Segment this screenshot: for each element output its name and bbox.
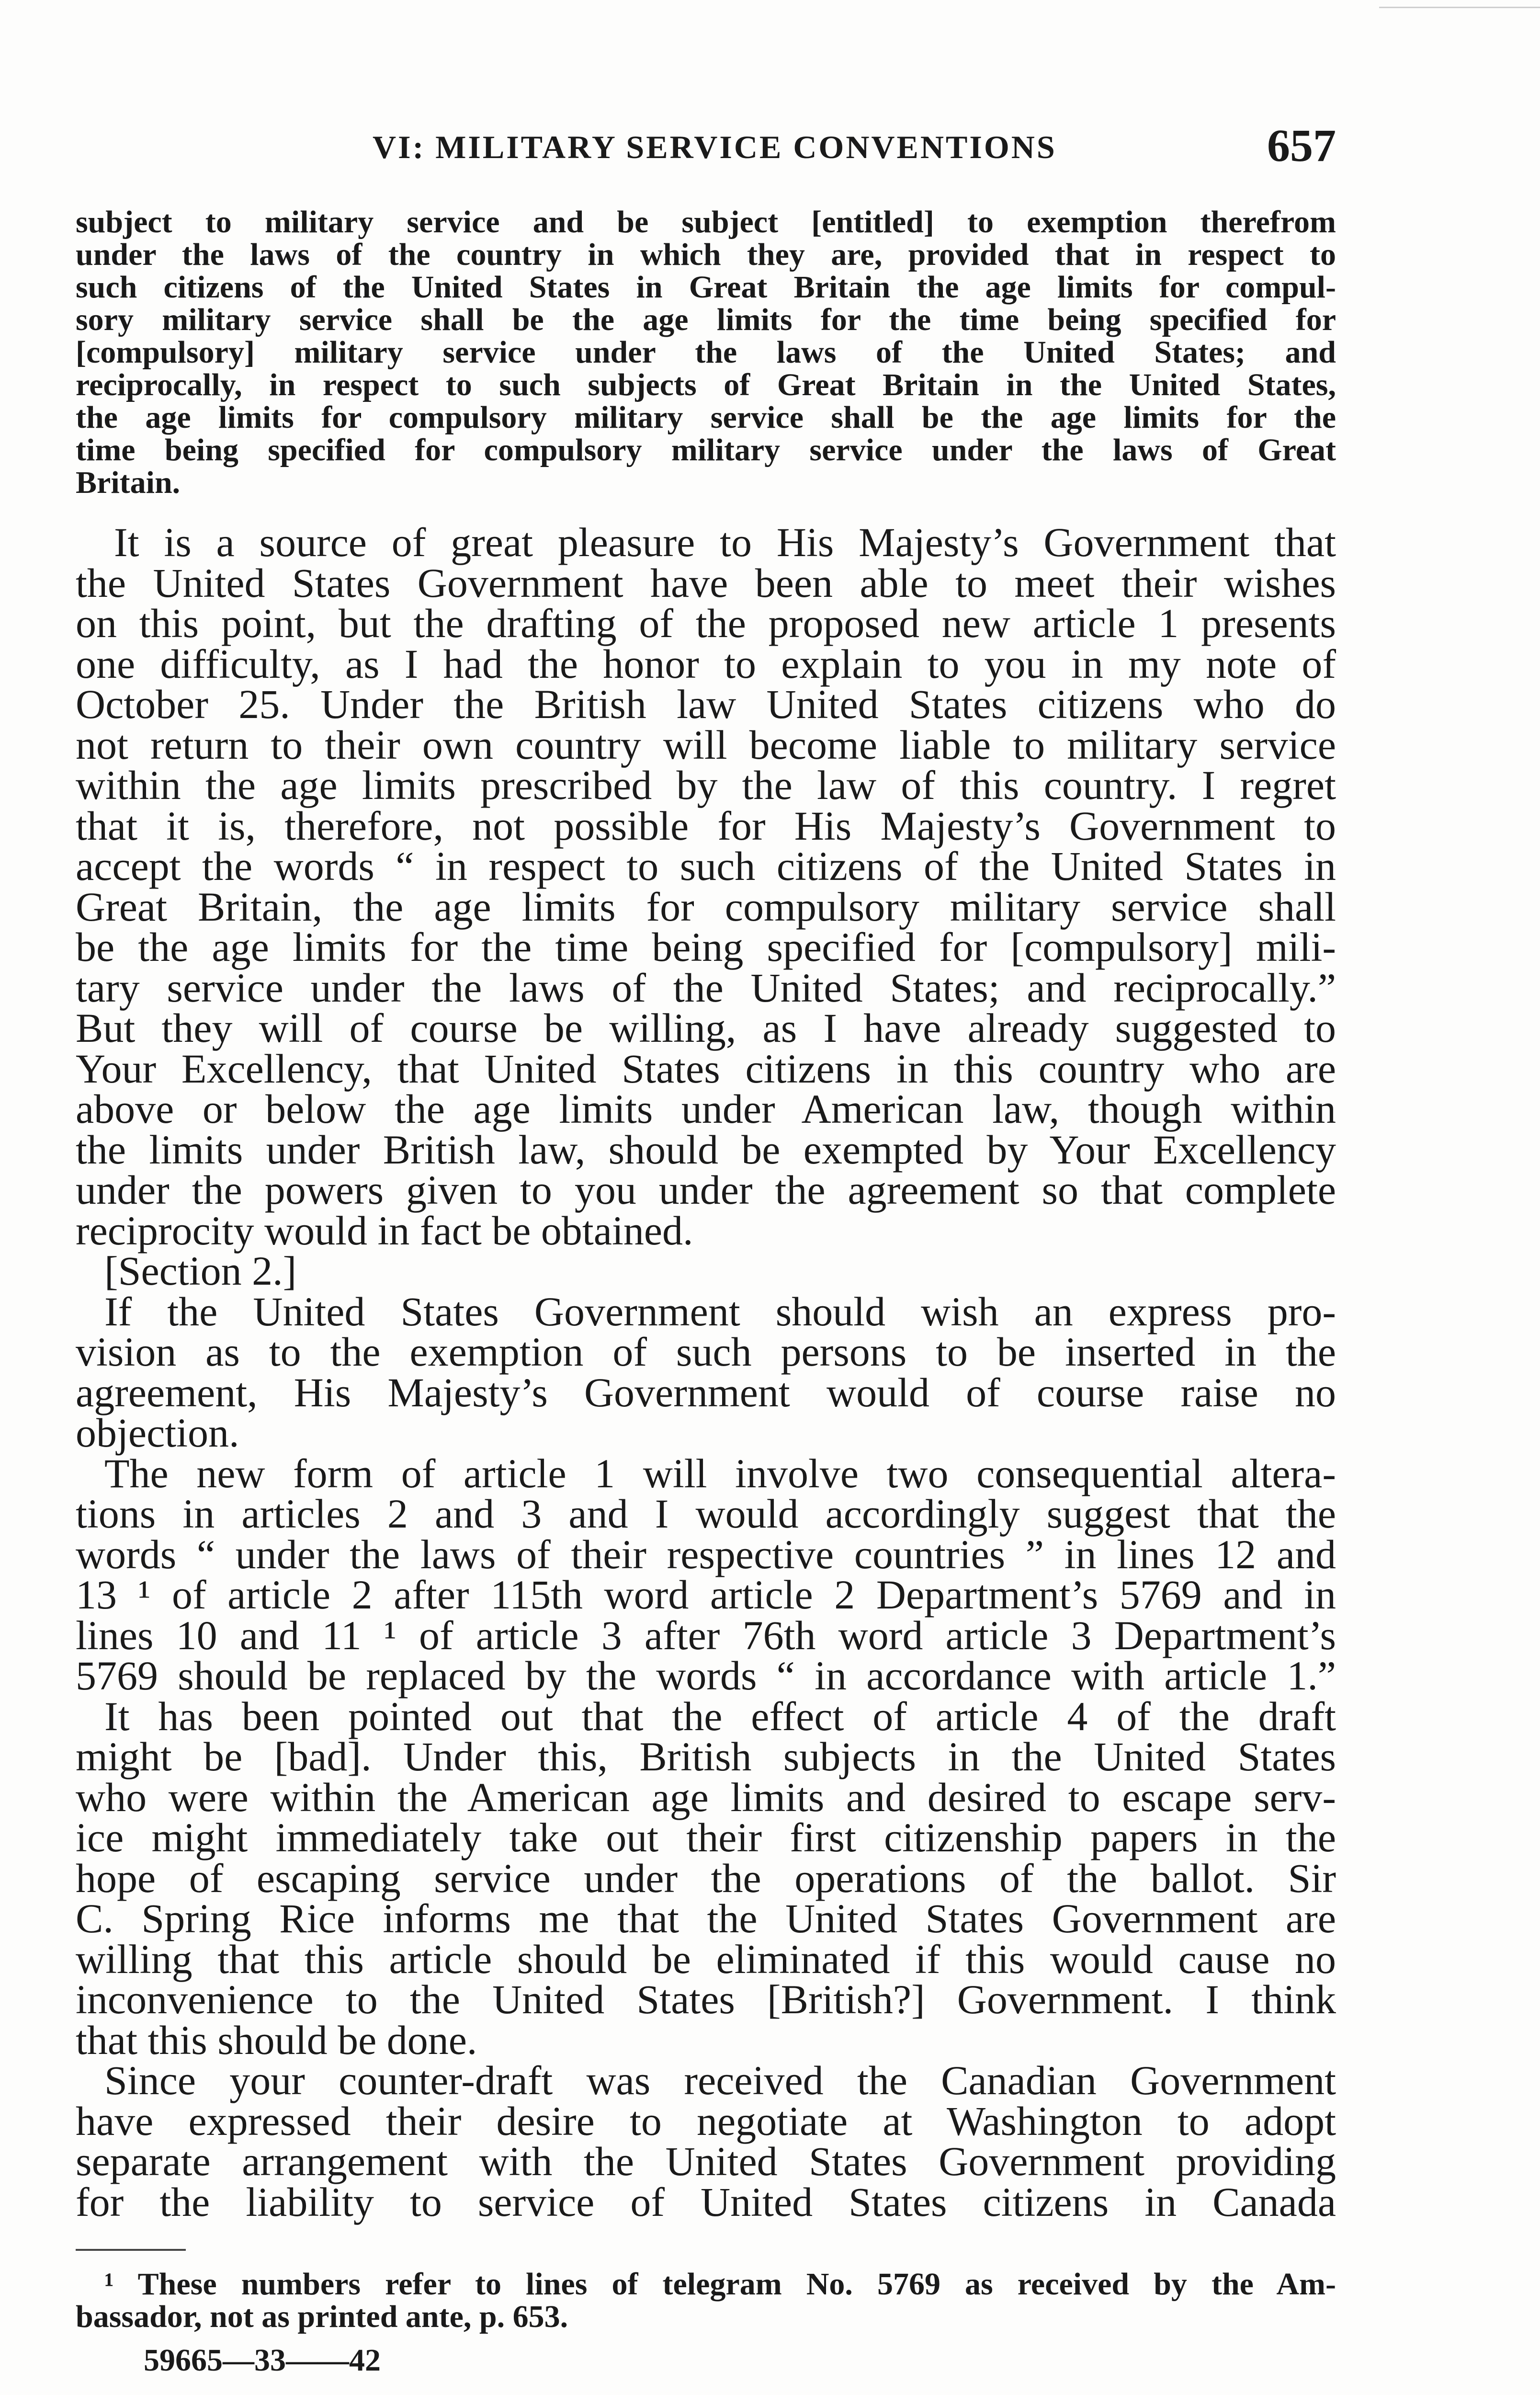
footnote-line: ¹ These numbers refer to lines of telegram No. 5769 as received by the Am- (104, 2267, 1336, 2302)
quote-line: the age limits for compulsory military service shall be the age limits for the (76, 400, 1336, 435)
footnote-line: bassador, not as printed ante, p. 653. (76, 2299, 568, 2334)
quote-line: [compulsory] military service under the laws of the United States; and (76, 335, 1336, 370)
body-line: that it is, therefore, not possible for His Majesty’s Government to (76, 802, 1336, 849)
quote-line: such citizens of the United States in Great Britain the age limits for compul- (76, 270, 1336, 305)
quote-line: under the laws of the country in which they are, provided that in respect to (76, 237, 1336, 272)
body-line: that this should be done. (76, 2017, 477, 2063)
body-line: But they will of course be willing, as I have already suggested to (76, 1005, 1336, 1051)
page-header (76, 119, 1336, 171)
body-line: C. Spring Rice informs me that the United States Government are (76, 1895, 1336, 1941)
body-line: above or below the age limits under American law, though within (76, 1086, 1336, 1132)
footnote-rule (76, 2249, 186, 2251)
body-line: have expressed their desire to negotiate at Washington to adopt (76, 2098, 1336, 2144)
body-line: hope of escaping service under the operations of the ballot. Sir (76, 1855, 1336, 1901)
body-line: If the United States Government should wish an express pro- (104, 1288, 1336, 1334)
quoted-article-text (76, 206, 1336, 499)
body-line: The new form of article 1 will involve two consequential altera- (104, 1450, 1336, 1496)
body-line: Your Excellency, that United States citizens in this country who are (76, 1045, 1336, 1092)
page-number: 657 (1267, 120, 1336, 171)
body-line: separate arrangement with the United States Government providing (76, 2138, 1336, 2184)
quote-line: reciprocally, in respect to such subjects of Great Britain in the United States, (76, 367, 1336, 402)
body-line: accept the words “ in respect to such citizens of the United States in (76, 843, 1336, 889)
body-line: tary service under the laws of the United States; and reciprocally.” (76, 964, 1336, 1011)
body-text (76, 519, 1336, 2225)
body-line: tions in articles 2 and 3 and I would accordingly suggest that the (76, 1491, 1336, 1537)
body-line: Since your counter-draft was received the Canadian Government (104, 2057, 1336, 2103)
body-line: the United States Government have been able to meet their wishes (76, 559, 1336, 606)
body-line: might be [bad]. Under this, British subjects in the United States (76, 1734, 1336, 1779)
body-line: vision as to the exemption of such persons to be inserted in the (76, 1329, 1336, 1375)
quote-line: Britain. (76, 465, 181, 500)
body-line: agreement, His Majesty’s Government would of course raise no (76, 1369, 1336, 1415)
body-line: one difficulty, as I had the honor to explain to you in my note of (76, 640, 1336, 687)
top-edge-rule (1379, 7, 1540, 8)
body-line: It has been pointed out that the effect of article 4 of the draft (104, 1693, 1336, 1739)
body-line: 13 ¹ of article 2 after 115th word article 2 Department’s 5769 and in (76, 1572, 1336, 1618)
footnote (76, 2268, 1336, 2333)
running-head: VI: MILITARY SERVICE CONVENTIONS (373, 129, 1057, 165)
body-line: on this point, but the drafting of the proposed new article 1 presents (76, 600, 1336, 646)
body-line: Great Britain, the age limits for compulsory military service shall (76, 883, 1336, 930)
body-line: ice might immediately take out their first citizenship papers in the (76, 1814, 1336, 1860)
body-line: 5769 should be replaced by the words “ in accordance with article 1.” (76, 1653, 1336, 1699)
body-line: lines 10 and 11 ¹ of article 3 after 76th word article 3 Department’s (76, 1612, 1336, 1658)
body-line: be the age limits for the time being specified for [compulsory] mili- (76, 924, 1336, 970)
printer-signature-mark: 59665—33——42 (144, 2343, 381, 2378)
section-marker: [Section 2.] (104, 1248, 297, 1294)
body-line: the limits under British law, should be exempted by Your Excellency (76, 1126, 1336, 1173)
body-line: not return to their own country will become liable to military service (76, 721, 1336, 768)
body-line: inconvenience to the United States [British?] Government. I think (76, 1976, 1336, 2022)
body-line: It is a source of great pleasure to His Majesty’s Government that (114, 519, 1336, 565)
body-line: October 25. Under the British law United States citizens who do (76, 681, 1336, 727)
body-line: within the age limits prescribed by the law of this country. I regret (76, 762, 1336, 808)
body-line: who were within the American age limits and desired to escape serv- (76, 1774, 1336, 1820)
quote-line: time being specified for compulsory military service under the laws of Great (76, 433, 1336, 468)
body-line: willing that this article should be eliminated if this would cause no (76, 1936, 1336, 1982)
body-line: reciprocity would in fact be obtained. (76, 1207, 693, 1254)
body-line: objection. (76, 1410, 239, 1456)
quote-line: subject to military service and be subject [entitled] to exemption therefrom (76, 205, 1336, 240)
body-line: for the liability to service of United States citizens in Canada (76, 2178, 1336, 2225)
body-line: under the powers given to you under the agreement so that complete (76, 1167, 1336, 1213)
body-line: words “ under the laws of their respective countries ” in lines 12 and (76, 1531, 1336, 1577)
quote-line: sory military service shall be the age limits for the time being specified for (76, 302, 1336, 337)
